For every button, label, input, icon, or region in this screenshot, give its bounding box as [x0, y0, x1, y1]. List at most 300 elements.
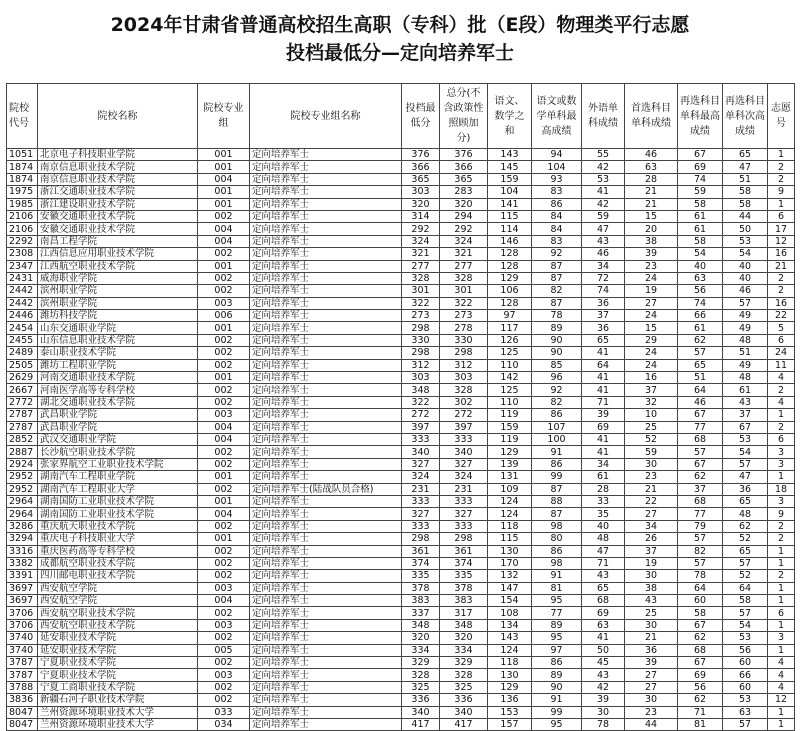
cell-first-subject: 30: [625, 694, 678, 706]
header-total-score: 总分(不含政策性照顾加分): [440, 84, 488, 149]
cell-chinese-math-sum: 128: [488, 260, 532, 272]
cell-school-code: 2952: [7, 483, 38, 495]
cell-elective-second: 53: [723, 235, 768, 247]
cell-school-code: 2308: [7, 248, 38, 260]
cell-elective-highest: 67: [678, 409, 723, 421]
cell-chinese-math-max: 97: [532, 644, 582, 656]
cell-group-code: 003: [198, 619, 250, 631]
cell-preference-number: 1: [768, 644, 795, 656]
cell-elective-highest: 67: [678, 458, 723, 470]
cell-elective-second: 47: [723, 471, 768, 483]
cell-school-code: 2629: [7, 372, 38, 384]
cell-foreign-language: 34: [582, 458, 625, 470]
cell-chinese-math-max: 91: [532, 694, 582, 706]
cell-school-code: 2772: [7, 396, 38, 408]
cell-first-subject: 30: [625, 570, 678, 582]
cell-preference-number: 1: [768, 471, 795, 483]
cell-first-subject: 19: [625, 285, 678, 297]
cell-first-subject: 30: [625, 619, 678, 631]
cell-school-code: 2442: [7, 297, 38, 309]
cell-chinese-math-sum: 141: [488, 198, 532, 210]
cell-first-subject: 19: [625, 557, 678, 569]
cell-total-score: 333: [440, 433, 488, 445]
cell-chinese-math-sum: 125: [488, 347, 532, 359]
cell-preference-number: 6: [768, 210, 795, 222]
cell-foreign-language: 41: [582, 446, 625, 458]
table-row: [7, 409, 795, 421]
cell-school-name: 延安职业技术学院: [38, 632, 198, 644]
cell-chinese-math-sum: 110: [488, 359, 532, 371]
cell-total-score: 334: [440, 644, 488, 656]
cell-group-code: 002: [198, 248, 250, 260]
cell-chinese-math-max: 92: [532, 248, 582, 260]
cell-group-name: 定向培养军士: [250, 235, 402, 247]
cell-min-score: 327: [402, 458, 440, 470]
table-row: [7, 272, 795, 284]
cell-school-code: 2667: [7, 384, 38, 396]
cell-total-score: 329: [440, 657, 488, 669]
cell-school-name: 湖南国防工业职业技术学院: [38, 495, 198, 507]
cell-chinese-math-sum: 132: [488, 570, 532, 582]
cell-preference-number: 12: [768, 235, 795, 247]
cell-chinese-math-max: 98: [532, 520, 582, 532]
cell-elective-second: 57: [723, 718, 768, 730]
cell-elective-highest: 71: [678, 706, 723, 718]
cell-group-name: 定向培养军士: [250, 310, 402, 322]
cell-chinese-math-sum: 128: [488, 297, 532, 309]
cell-foreign-language: 48: [582, 533, 625, 545]
cell-first-subject: 27: [625, 669, 678, 681]
cell-group-code: 002: [198, 545, 250, 557]
cell-school-name: 重庆航天职业技术学院: [38, 520, 198, 532]
cell-school-code: 3787: [7, 669, 38, 681]
cell-elective-highest: 37: [678, 483, 723, 495]
cell-school-code: 2787: [7, 421, 38, 433]
cell-school-code: 2106: [7, 223, 38, 235]
cell-elective-highest: 61: [678, 223, 723, 235]
cell-group-name: 定向培养军士: [250, 607, 402, 619]
cell-school-name: 北京电子科技职业学院: [38, 149, 198, 161]
cell-total-score: 365: [440, 173, 488, 185]
cell-school-name: 西安航空职业技术学院: [38, 619, 198, 631]
cell-school-name: 武汉交通职业学院: [38, 433, 198, 445]
cell-group-code: 002: [198, 557, 250, 569]
cell-first-subject: 39: [625, 657, 678, 669]
table-row: [7, 421, 795, 433]
cell-school-code: 2442: [7, 285, 38, 297]
cell-total-score: 361: [440, 545, 488, 557]
cell-foreign-language: 78: [582, 718, 625, 730]
cell-min-score: 329: [402, 657, 440, 669]
cell-foreign-language: 55: [582, 149, 625, 161]
cell-group-name: 定向培养军士: [250, 260, 402, 272]
cell-chinese-math-max: 94: [532, 149, 582, 161]
cell-school-name: 河南交通职业技术学院: [38, 372, 198, 384]
cell-group-name: 定向培养军士: [250, 694, 402, 706]
table-row: [7, 260, 795, 272]
cell-elective-highest: 51: [678, 372, 723, 384]
cell-group-name: 定向培养军士: [250, 334, 402, 346]
cell-elective-second: 54: [723, 619, 768, 631]
cell-elective-highest: 67: [678, 657, 723, 669]
cell-foreign-language: 72: [582, 272, 625, 284]
cell-elective-highest: 57: [678, 446, 723, 458]
cell-school-code: 3286: [7, 520, 38, 532]
cell-chinese-math-sum: 159: [488, 421, 532, 433]
cell-school-name: 四川邮电职业技术学院: [38, 570, 198, 582]
cell-school-code: 3836: [7, 694, 38, 706]
cell-school-code: 3316: [7, 545, 38, 557]
cell-min-score: 273: [402, 310, 440, 322]
cell-elective-highest: 62: [678, 334, 723, 346]
cell-elective-highest: 68: [678, 433, 723, 445]
cell-total-score: 272: [440, 409, 488, 421]
cell-group-code: 004: [198, 173, 250, 185]
cell-preference-number: 9: [768, 508, 795, 520]
cell-school-code: 3706: [7, 619, 38, 631]
cell-group-name: 定向培养军士: [250, 669, 402, 681]
cell-elective-highest: 58: [678, 198, 723, 210]
cell-total-score: 340: [440, 446, 488, 458]
cell-first-subject: 24: [625, 272, 678, 284]
cell-chinese-math-max: 87: [532, 272, 582, 284]
document-subtitle: 投档最低分—定向培养军士: [285, 42, 514, 64]
cell-total-score: 335: [440, 570, 488, 582]
cell-foreign-language: 46: [582, 248, 625, 260]
cell-elective-highest: 57: [678, 533, 723, 545]
cell-chinese-math-max: 87: [532, 508, 582, 520]
cell-first-subject: 21: [625, 483, 678, 495]
cell-elective-second: 61: [723, 384, 768, 396]
cell-chinese-math-max: 90: [532, 347, 582, 359]
cell-chinese-math-max: 80: [532, 533, 582, 545]
cell-group-code: 004: [198, 508, 250, 520]
cell-chinese-math-max: 77: [532, 607, 582, 619]
cell-school-code: 3697: [7, 582, 38, 594]
cell-total-score: 303: [440, 372, 488, 384]
cell-group-name: 定向培养军士: [250, 149, 402, 161]
table-row: [7, 570, 795, 582]
table-row: [7, 557, 795, 569]
cell-chinese-math-sum: 125: [488, 384, 532, 396]
cell-first-subject: 39: [625, 248, 678, 260]
cell-foreign-language: 34: [582, 260, 625, 272]
table-row: [7, 607, 795, 619]
cell-elective-highest: 61: [678, 322, 723, 334]
cell-elective-second: 43: [723, 396, 768, 408]
cell-preference-number: 4: [768, 669, 795, 681]
cell-first-subject: 32: [625, 396, 678, 408]
cell-elective-second: 54: [723, 248, 768, 260]
cell-chinese-math-max: 83: [532, 186, 582, 198]
cell-chinese-math-sum: 153: [488, 706, 532, 718]
cell-chinese-math-sum: 129: [488, 446, 532, 458]
table-row: [7, 520, 795, 532]
cell-elective-second: 37: [723, 409, 768, 421]
cell-min-score: 325: [402, 681, 440, 693]
table-row: [7, 681, 795, 693]
cell-group-code: 002: [198, 458, 250, 470]
cell-total-score: 328: [440, 272, 488, 284]
cell-school-name: 延安职业技术学院: [38, 644, 198, 656]
cell-preference-number: 17: [768, 223, 795, 235]
cell-min-score: 333: [402, 433, 440, 445]
cell-chinese-math-max: 95: [532, 718, 582, 730]
cell-school-name: 安徽交通职业技术学院: [38, 223, 198, 235]
cell-group-code: 002: [198, 359, 250, 371]
cell-group-name: 定向培养军士: [250, 595, 402, 607]
cell-foreign-language: 43: [582, 570, 625, 582]
cell-school-name: 浙江建设职业技术学院: [38, 198, 198, 210]
document-title: 2024年甘肃省普通高校招生高职（专科）批（E段）物理类平行志愿: [110, 14, 690, 36]
cell-school-code: 2787: [7, 409, 38, 421]
cell-chinese-math-sum: 129: [488, 272, 532, 284]
header-school-code: 院校代号: [7, 84, 38, 149]
cell-school-name: 武昌职业学院: [38, 409, 198, 421]
cell-elective-second: 56: [723, 644, 768, 656]
cell-school-name: 南京信息职业技术学院: [38, 161, 198, 173]
cell-min-score: 328: [402, 669, 440, 681]
cell-preference-number: 2: [768, 384, 795, 396]
cell-school-name: 江西信息应用职业技术学院: [38, 248, 198, 260]
cell-foreign-language: 36: [582, 322, 625, 334]
cell-foreign-language: 61: [582, 471, 625, 483]
cell-elective-highest: 69: [678, 161, 723, 173]
cell-min-score: 320: [402, 198, 440, 210]
cell-chinese-math-max: 98: [532, 557, 582, 569]
cell-total-score: 273: [440, 310, 488, 322]
cell-preference-number: 6: [768, 433, 795, 445]
table-row: [7, 595, 795, 607]
cell-group-code: 003: [198, 669, 250, 681]
cell-group-code: 004: [198, 421, 250, 433]
cell-preference-number: 3: [768, 446, 795, 458]
cell-chinese-math-sum: 136: [488, 694, 532, 706]
cell-school-code: 2347: [7, 260, 38, 272]
cell-group-name: 定向培养军士: [250, 409, 402, 421]
header-first-subject: 首选科目单科成绩: [625, 84, 678, 149]
cell-preference-number: 1: [768, 198, 795, 210]
cell-group-name: 定向培养军士: [250, 198, 402, 210]
cell-foreign-language: 41: [582, 372, 625, 384]
cell-school-code: 2852: [7, 433, 38, 445]
cell-chinese-math-max: 100: [532, 433, 582, 445]
cell-min-score: 376: [402, 149, 440, 161]
cell-min-score: 292: [402, 223, 440, 235]
cell-elective-highest: 68: [678, 495, 723, 507]
cell-chinese-math-max: 84: [532, 210, 582, 222]
cell-school-code: 2292: [7, 235, 38, 247]
cell-group-name: 定向培养军士: [250, 557, 402, 569]
cell-school-code: 2489: [7, 347, 38, 359]
cell-min-score: 324: [402, 235, 440, 247]
cell-group-code: 002: [198, 210, 250, 222]
cell-elective-highest: 54: [678, 248, 723, 260]
cell-first-subject: 24: [625, 310, 678, 322]
cell-school-name: 南京信息职业技术学院: [38, 173, 198, 185]
table-row: [7, 297, 795, 309]
cell-group-code: 002: [198, 694, 250, 706]
cell-preference-number: 4: [768, 657, 795, 669]
table-row: [7, 632, 795, 644]
cell-school-name: 湖南国防工业职业技术学院: [38, 508, 198, 520]
cell-total-score: 302: [440, 396, 488, 408]
cell-school-name: 河南医学高等专科学校: [38, 384, 198, 396]
cell-school-name: 山东信息职业技术学院: [38, 334, 198, 346]
cell-school-name: 湖南汽车工程职业学院: [38, 471, 198, 483]
cell-group-name: 定向培养军士: [250, 322, 402, 334]
cell-school-code: 8047: [7, 706, 38, 718]
cell-total-score: 327: [440, 458, 488, 470]
cell-group-name: 定向培养军士: [250, 644, 402, 656]
cell-school-name: 山东交通职业学院: [38, 322, 198, 334]
cell-first-subject: 21: [625, 186, 678, 198]
cell-group-code: 002: [198, 607, 250, 619]
cell-total-score: 320: [440, 632, 488, 644]
cell-foreign-language: 35: [582, 508, 625, 520]
cell-group-name: 定向培养军士: [250, 520, 402, 532]
cell-foreign-language: 47: [582, 545, 625, 557]
cell-school-code: 3382: [7, 557, 38, 569]
header-elective-second: 再选科目单科次高成绩: [723, 84, 768, 149]
cell-school-name: 重庆医药高等专科学校: [38, 545, 198, 557]
cell-school-code: 1975: [7, 186, 38, 198]
cell-chinese-math-max: 86: [532, 458, 582, 470]
cell-chinese-math-max: 86: [532, 198, 582, 210]
cell-preference-number: 1: [768, 595, 795, 607]
cell-first-subject: 38: [625, 235, 678, 247]
cell-group-name: 定向培养军士: [250, 347, 402, 359]
cell-chinese-math-sum: 114: [488, 223, 532, 235]
cell-min-score: 374: [402, 557, 440, 569]
cell-preference-number: 18: [768, 483, 795, 495]
cell-total-score: 376: [440, 149, 488, 161]
cell-elective-second: 62: [723, 520, 768, 532]
cell-group-name: 定向培养军士: [250, 495, 402, 507]
cell-elective-highest: 60: [678, 595, 723, 607]
cell-min-score: 324: [402, 471, 440, 483]
table-row: [7, 359, 795, 371]
cell-preference-number: 16: [768, 248, 795, 260]
cell-school-name: 威海职业学院: [38, 272, 198, 284]
cell-preference-number: 1: [768, 706, 795, 718]
table-row: [7, 248, 795, 260]
cell-chinese-math-max: 81: [532, 582, 582, 594]
cell-chinese-math-max: 78: [532, 310, 582, 322]
cell-school-code: 2505: [7, 359, 38, 371]
cell-preference-number: 24: [768, 347, 795, 359]
cell-elective-second: 58: [723, 595, 768, 607]
cell-group-name: 定向培养军士: [250, 372, 402, 384]
cell-chinese-math-max: 90: [532, 681, 582, 693]
cell-preference-number: 16: [768, 297, 795, 309]
cell-foreign-language: 28: [582, 483, 625, 495]
header-preference-number: 志愿号: [768, 84, 795, 149]
cell-group-name: 定向培养军士: [250, 433, 402, 445]
cell-group-name: 定向培养军士: [250, 285, 402, 297]
cell-chinese-math-sum: 143: [488, 149, 532, 161]
cell-group-code: 002: [198, 570, 250, 582]
cell-school-name: 新疆石河子职业技术学院: [38, 694, 198, 706]
cell-chinese-math-max: 89: [532, 322, 582, 334]
cell-min-score: 272: [402, 409, 440, 421]
cell-school-name: 宁夏职业技术学院: [38, 657, 198, 669]
cell-chinese-math-sum: 142: [488, 372, 532, 384]
cell-elective-highest: 74: [678, 297, 723, 309]
cell-foreign-language: 36: [582, 297, 625, 309]
cell-elective-second: 52: [723, 533, 768, 545]
cell-elective-highest: 82: [678, 545, 723, 557]
cell-elective-second: 53: [723, 694, 768, 706]
cell-min-score: 348: [402, 619, 440, 631]
cell-elective-highest: 68: [678, 644, 723, 656]
cell-group-code: 005: [198, 644, 250, 656]
cell-group-name: 定向培养军士: [250, 248, 402, 260]
cell-elective-second: 49: [723, 310, 768, 322]
cell-elective-second: 57: [723, 557, 768, 569]
cell-group-name: 定向培养军士: [250, 718, 402, 730]
cell-preference-number: 2: [768, 520, 795, 532]
cell-min-score: 333: [402, 520, 440, 532]
cell-school-name: 浙江交通职业技术学院: [38, 186, 198, 198]
cell-preference-number: 1: [768, 149, 795, 161]
cell-group-name: 定向培养军士: [250, 223, 402, 235]
cell-elective-second: 48: [723, 372, 768, 384]
cell-elective-second: 60: [723, 657, 768, 669]
cell-group-name: 定向培养军士: [250, 533, 402, 545]
cell-chinese-math-sum: 139: [488, 458, 532, 470]
table-row: [7, 495, 795, 507]
cell-school-name: 宁夏职业技术学院: [38, 669, 198, 681]
cell-min-score: 366: [402, 161, 440, 173]
cell-foreign-language: 53: [582, 173, 625, 185]
cell-school-name: 南昌工程学院: [38, 235, 198, 247]
cell-chinese-math-max: 86: [532, 545, 582, 557]
cell-elective-second: 49: [723, 359, 768, 371]
cell-first-subject: 21: [625, 198, 678, 210]
cell-first-subject: 63: [625, 161, 678, 173]
table-row: [7, 149, 795, 161]
cell-elective-second: 51: [723, 173, 768, 185]
table-row: [7, 545, 795, 557]
cell-school-name: 湖北交通职业技术学院: [38, 396, 198, 408]
cell-foreign-language: 30: [582, 706, 625, 718]
table-row: [7, 657, 795, 669]
cell-school-name: 西安航空学院: [38, 595, 198, 607]
cell-preference-number: 2: [768, 272, 795, 284]
cell-first-subject: 15: [625, 210, 678, 222]
cell-min-score: 365: [402, 173, 440, 185]
table-row: [7, 669, 795, 681]
cell-min-score: 340: [402, 446, 440, 458]
cell-school-name: 西安航空职业技术学院: [38, 607, 198, 619]
cell-school-code: 3706: [7, 607, 38, 619]
cell-group-code: 002: [198, 347, 250, 359]
cell-first-subject: 46: [625, 149, 678, 161]
cell-chinese-math-sum: 124: [488, 508, 532, 520]
cell-elective-second: 65: [723, 545, 768, 557]
cell-chinese-math-sum: 97: [488, 310, 532, 322]
cell-preference-number: 6: [768, 334, 795, 346]
cell-group-name: 定向培养军士: [250, 619, 402, 631]
cell-group-code: 004: [198, 595, 250, 607]
cell-elective-second: 64: [723, 582, 768, 594]
cell-chinese-math-max: 91: [532, 446, 582, 458]
cell-group-code: 001: [198, 161, 250, 173]
cell-school-code: 1051: [7, 149, 38, 161]
cell-total-score: 292: [440, 223, 488, 235]
cell-school-name: 西安航空学院: [38, 582, 198, 594]
